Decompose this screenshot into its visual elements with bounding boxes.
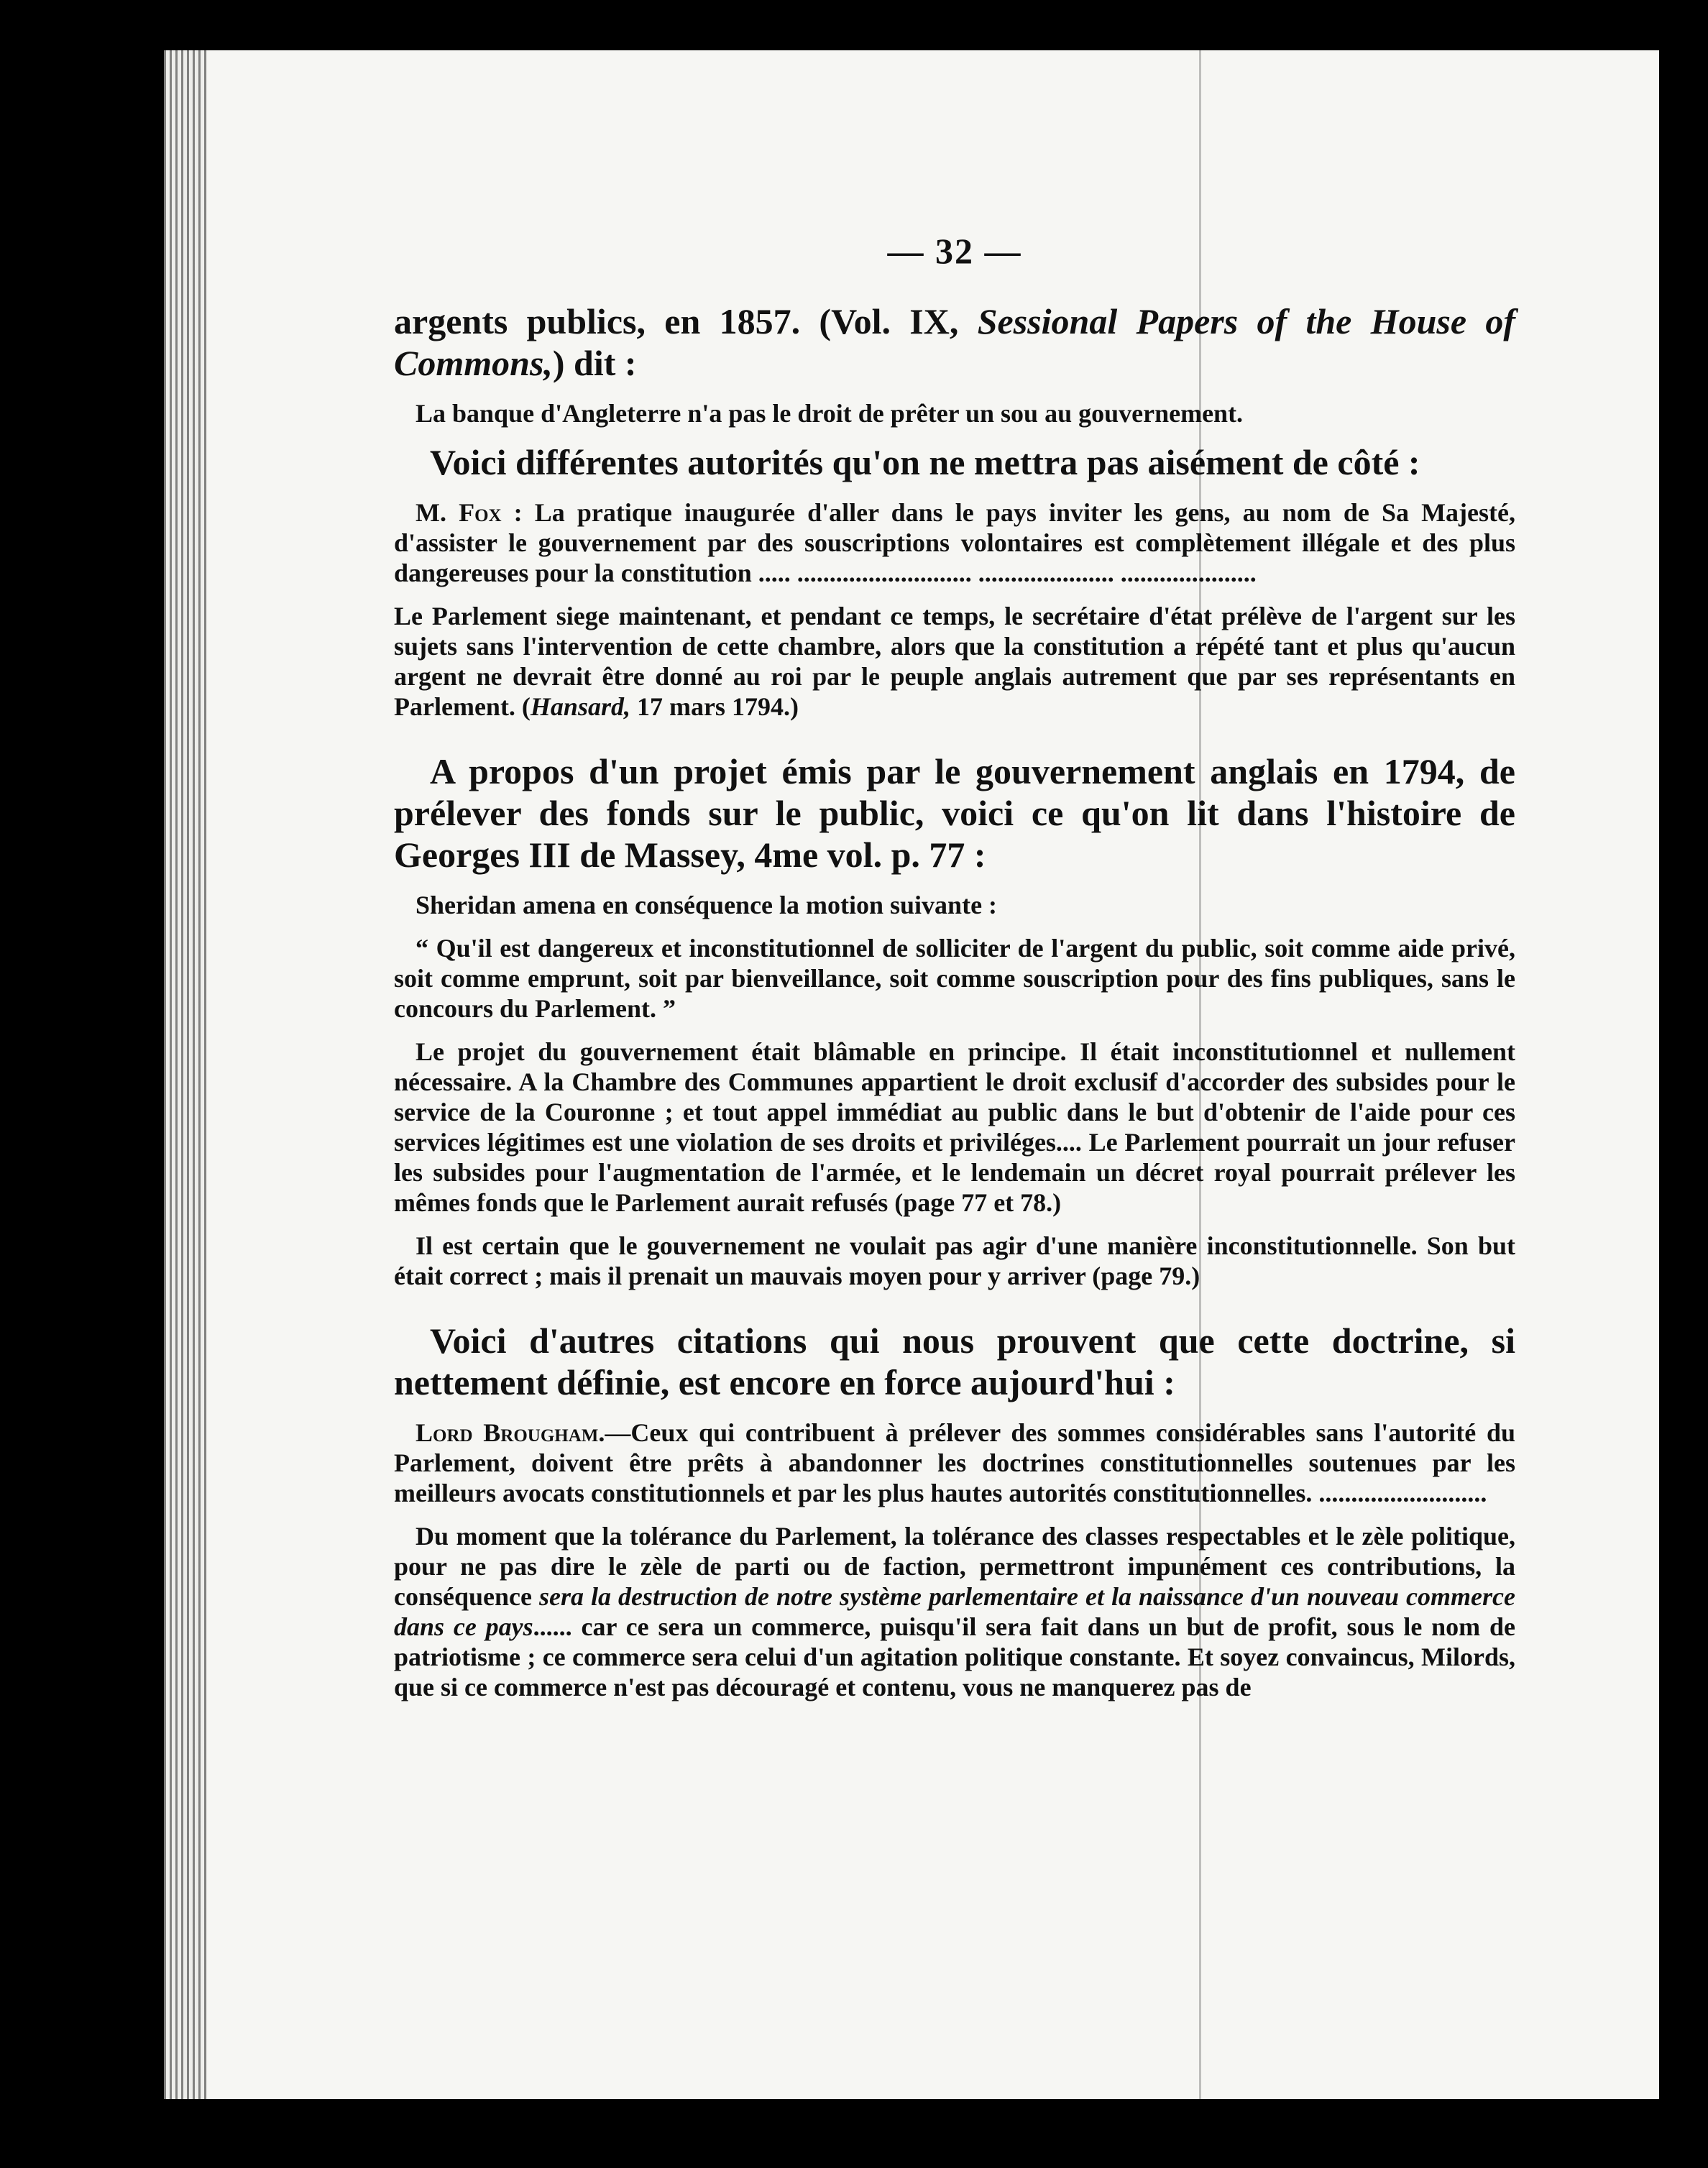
page-content	[394, 230, 1515, 1715]
quote-moment	[394, 1521, 1515, 1702]
quote-fox-2	[394, 601, 1515, 722]
fox-text-2b: 17 mars 1794.)	[630, 692, 799, 721]
moment-text-a: Du moment que la tolérance du Parlement, la tolérance des classes respectables et le zèle politique, pour ne pas dire le zèle de parti ou de faction, permettront impunément ces contributions, la conséquence	[394, 1522, 1515, 1611]
spacer	[394, 735, 1515, 750]
quote-bank-of-england: La banque d'Angleterre n'a pas le droit de prêter un sou au gouvernement.	[415, 399, 1244, 428]
spacer	[394, 1304, 1515, 1320]
moment-italic: sera la destruction de notre système parlementaire et la naissance d'un nouveau commerce dans ce pays	[394, 1582, 1515, 1641]
paragraph-authorities: Voici différentes autorités qu'on ne mettra pas aisément de côté :	[430, 442, 1420, 482]
quote-sheridan-intro: Sheridan amena en conséquence la motion suivante :	[415, 891, 998, 919]
page-number: — 32 —	[887, 231, 1022, 271]
fox-name: M. Fox :	[415, 498, 523, 527]
quote-projet: Le projet du gouvernement était blâmable en principe. Il était inconstitutionnel et nullement nécessaire. A la Chambre des Communes appartient le droit exclusif d'accorder des subsides pour le service de la Couronne ; et tout appel immédiat au public dans le but d'obtenir de l'aide pour ces services légitimes est une violation de ses droits et priviléges.... Le Parlement pourrait un jour refuser les subsides pour l'augmentation de l'armée, et le lendemain un décret royal pourrait prélever les mêmes fonds que le Parlement aurait refusés (page 77 et 78.)	[394, 1037, 1515, 1217]
fox-text-1: La pratique inaugurée d'aller dans le pays inviter les gens, au nom de Sa Majesté, d'assister le gouvernement par des souscriptions volontaires est complètement illégale et des plus dangereuses pour la constitution ..... ........................... ..................... .....................	[394, 498, 1515, 587]
quote-brougham	[394, 1418, 1515, 1508]
intro-source-title: Sessional Papers of the House of Commons,	[394, 301, 1515, 383]
paragraph-1794-project: A propos d'un projet émis par le gouvernement anglais en 1794, de prélever des fonds sur le public, voici ce qu'on lit dans l'histoire de Georges III de Massey, 4me vol. p. 77 :	[394, 751, 1515, 875]
quote-certain: Il est certain que le gouvernement ne voulait pas agir d'une manière inconstitutionnelle. Son but était correct ; mais il prenait un mauvais moyen pour y arriver (page 79.)	[394, 1231, 1515, 1290]
fox-source: Hansard,	[530, 692, 630, 721]
moment-text-b: ...... car ce sera un commerce, puisqu'il sera fait dans un but de profit, sous le nom de patriotisme ; ce commerce sera celui d'un agitation politique constante. Et soyez convaincus, Milords, que si ce commerce n'est pas découragé et contenu, vous ne manquerez pas de	[394, 1612, 1516, 1701]
paragraph-other-citations: Voici d'autres citations qui nous prouvent que cette doctrine, si nettement définie, est encore en force aujourd'hui :	[394, 1320, 1515, 1402]
quote-fox-1	[394, 497, 1515, 588]
quote-sheridan-motion: “ Qu'il est dangereux et inconstitutionnel de solliciter de l'argent du public, soit comme aide privé, soit comme emprunt, soit par bienveillance, soit comme souscription pour des fins publiques, sans le concours du Parlement. ”	[394, 934, 1515, 1023]
brougham-name: Lord Brougham.	[415, 1418, 605, 1447]
fox-text-2a: Le Parlement siege maintenant, et pendant ce temps, le secrétaire d'état prélève de l'argent sur les sujets sans l'intervention de cette chambre, alors que la constitution a répété tant et plus qu'aucun argent ne devrait être donné au roi par le peuple anglais autrement que par ses représentants en Parlement. (	[394, 602, 1515, 721]
paragraph-intro	[394, 300, 1515, 384]
scanned-page	[164, 50, 1659, 2099]
intro-text-a: argents publics, en 1857. (Vol. IX,	[394, 301, 978, 341]
intro-text-b: ) dit :	[552, 343, 637, 383]
brougham-text: —Ceux qui contribuent à prélever des sommes considérables sans l'autorité du Parlement, doivent être prêts à abandonner les doctrines constitutionnelles soutenues par les meilleurs avocats constitutionnels et par les plus hautes autorités constitutionnelles. ..........................	[394, 1418, 1515, 1507]
